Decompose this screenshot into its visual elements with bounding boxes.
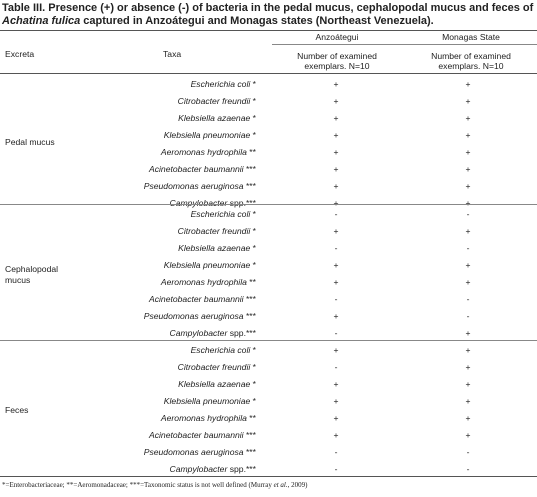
top-rule: [0, 30, 537, 31]
taxon-name: Citrobacter freundii: [177, 96, 251, 106]
monagas-result: +: [465, 79, 471, 89]
anzoategui-result: +: [333, 96, 339, 106]
taxon-suffix: *: [250, 260, 256, 270]
monagas-result: +: [465, 345, 471, 355]
col-header-anzoategui: Anzoátegui: [315, 32, 359, 42]
state-rule: [272, 44, 537, 45]
taxon-name: Escherichia coli: [190, 209, 251, 219]
taxon-name: Pseudomonas aeruginosa: [143, 311, 244, 321]
sub-header-anz-line1: Number of examined: [297, 51, 377, 61]
group-label: Feces: [5, 405, 29, 415]
taxon-suffix: ***: [243, 294, 256, 304]
taxon-name: Campylobacter: [169, 328, 228, 338]
monagas-result: +: [465, 96, 471, 106]
monagas-result: +: [465, 113, 471, 123]
taxon-name: Aeromonas hydrophila: [160, 147, 247, 157]
taxon-name: Acinetobacter baumannii: [148, 430, 244, 440]
group-label: Pedal mucus: [5, 137, 55, 147]
taxon-name: Escherichia coli: [190, 345, 251, 355]
taxon-cell: [73, 362, 256, 373]
anzoategui-result: -: [334, 362, 338, 372]
taxon-name: Escherichia coli: [190, 79, 251, 89]
taxon-name: Pseudomonas aeruginosa: [143, 447, 244, 457]
anzoategui-result: -: [334, 447, 338, 457]
taxon-suffix: **: [246, 147, 256, 157]
monagas-result: +: [465, 226, 471, 236]
taxon-suffix: *: [250, 209, 256, 219]
taxon-suffix: ***: [243, 430, 256, 440]
taxon-suffix: *: [250, 130, 256, 140]
anzoategui-result: -: [334, 464, 338, 474]
monagas-result: +: [465, 362, 471, 372]
taxon-name: Klebsiella azaenae: [178, 243, 251, 253]
sub-header-anz-line2: exemplars. N=10: [304, 61, 370, 71]
monagas-result: -: [466, 294, 470, 304]
monagas-result: -: [466, 464, 470, 474]
taxon-cell: [73, 260, 256, 271]
taxon-cell: [73, 379, 256, 390]
monagas-result: +: [465, 181, 471, 191]
monagas-result: +: [465, 260, 471, 270]
taxon-suffix: *: [250, 396, 256, 406]
caption-line-2: captured in Anzoátegui and Monagas states (Northeast Venezuela).: [80, 15, 434, 27]
anzoategui-result: +: [333, 379, 339, 389]
caption-line-1: Table III. Presence (+) or absence (-) of bacteria in the pedal mucus, cephalopodal mucus and feces of: [2, 2, 534, 14]
group-separator: [0, 340, 537, 341]
taxon-cell: [73, 328, 256, 339]
taxon-suffix: **: [246, 413, 256, 423]
monagas-result: +: [465, 198, 471, 208]
taxon-cell: [73, 413, 256, 424]
monagas-result: -: [466, 209, 470, 219]
monagas-result: +: [465, 379, 471, 389]
group-separator: [0, 204, 537, 205]
group-label: Cephalopodal: [5, 264, 59, 274]
taxon-name: Aeromonas hydrophila: [160, 413, 247, 423]
anzoategui-result: +: [333, 430, 339, 440]
taxon-cell: [73, 164, 256, 175]
taxon-suffix: spp.***: [227, 328, 256, 338]
taxon-suffix: spp.***: [227, 198, 256, 208]
taxon-suffix: *: [250, 379, 256, 389]
taxon-cell: [73, 209, 256, 220]
monagas-result: +: [465, 164, 471, 174]
taxon-cell: [73, 243, 256, 254]
col-header-monagas: Monagas State: [442, 32, 500, 42]
taxon-cell: [73, 396, 256, 407]
anzoategui-result: +: [333, 164, 339, 174]
col-header-taxa: Taxa: [163, 49, 182, 59]
monagas-result: +: [465, 130, 471, 140]
monagas-result: -: [466, 447, 470, 457]
col-header-excreta: Excreta: [5, 49, 35, 59]
taxon-name: Klebsiella pneumoniae: [163, 396, 251, 406]
taxon-name: Campylobacter: [169, 198, 228, 208]
footnote-etal: et al.: [273, 481, 288, 489]
taxon-name: Klebsiella azaenae: [178, 113, 251, 123]
taxon-name: Acinetobacter baumannii: [148, 164, 244, 174]
taxon-suffix: ***: [243, 447, 256, 457]
header-bottom-rule: [0, 73, 537, 74]
taxon-suffix: *: [250, 79, 256, 89]
anzoategui-result: +: [333, 130, 339, 140]
taxon-name: Citrobacter freundii: [177, 226, 251, 236]
anzoategui-result: +: [333, 345, 339, 355]
taxon-suffix: *: [250, 243, 256, 253]
taxon-cell: [73, 181, 256, 192]
footnote-end: , 2009): [287, 481, 308, 489]
monagas-result: +: [465, 413, 471, 423]
footnote-text: *=Enterobacteriaceae; **=Aeromonadaceae; ***=Taxonomic status is not well defined (Murray: [2, 481, 274, 489]
anzoategui-result: +: [333, 79, 339, 89]
taxon-name: Klebsiella pneumoniae: [163, 130, 251, 140]
taxon-cell: [73, 294, 256, 305]
taxon-name: Acinetobacter baumannii: [148, 294, 244, 304]
taxon-suffix: *: [250, 96, 256, 106]
sub-header-mon-line2: exemplars. N=10: [438, 61, 504, 71]
anzoategui-result: +: [333, 226, 339, 236]
table-bottom-rule: [0, 476, 537, 477]
taxon-cell: [73, 96, 256, 107]
taxon-cell: [73, 113, 256, 124]
taxon-suffix: *: [250, 226, 256, 236]
taxon-name: Klebsiella pneumoniae: [163, 260, 251, 270]
taxon-suffix: *: [250, 113, 256, 123]
anzoategui-result: +: [333, 113, 339, 123]
anzoategui-result: +: [333, 277, 339, 287]
monagas-result: -: [466, 243, 470, 253]
taxon-cell: [73, 130, 256, 141]
anzoategui-result: +: [333, 311, 339, 321]
anzoategui-result: +: [333, 198, 339, 208]
anzoategui-result: +: [333, 413, 339, 423]
taxon-suffix: *: [250, 345, 256, 355]
group-label: mucus: [5, 275, 31, 285]
taxon-cell: [73, 345, 256, 356]
taxon-suffix: ***: [243, 181, 256, 191]
taxon-name: Aeromonas hydrophila: [160, 277, 247, 287]
taxon-cell: [73, 430, 256, 441]
taxon-cell: [73, 447, 256, 458]
taxon-name: Citrobacter freundii: [177, 362, 251, 372]
taxon-cell: [73, 464, 256, 475]
taxon-name: Klebsiella azaenae: [178, 379, 251, 389]
anzoategui-result: -: [334, 294, 338, 304]
sub-header-mon-line1: Number of examined: [431, 51, 511, 61]
taxon-suffix: ***: [243, 311, 256, 321]
taxon-suffix: **: [246, 277, 256, 287]
table-caption: [2, 2, 536, 28]
monagas-result: +: [465, 430, 471, 440]
taxon-cell: [73, 311, 256, 322]
anzoategui-result: +: [333, 147, 339, 157]
anzoategui-result: -: [334, 243, 338, 253]
anzoategui-result: +: [333, 260, 339, 270]
taxon-suffix: *: [250, 362, 256, 372]
anzoategui-result: +: [333, 181, 339, 191]
table-footnote: [2, 481, 307, 490]
taxon-name: Pseudomonas aeruginosa: [143, 181, 244, 191]
caption-species: Achatina fulica: [2, 15, 81, 27]
monagas-result: +: [465, 396, 471, 406]
anzoategui-result: +: [333, 396, 339, 406]
taxon-cell: [73, 277, 256, 288]
taxon-name: Campylobacter: [169, 464, 228, 474]
monagas-result: +: [465, 277, 471, 287]
monagas-result: +: [465, 147, 471, 157]
monagas-result: -: [466, 311, 470, 321]
anzoategui-result: -: [334, 328, 338, 338]
taxon-suffix: ***: [243, 164, 256, 174]
taxon-cell: [73, 226, 256, 237]
anzoategui-result: -: [334, 209, 338, 219]
taxon-cell: [73, 147, 256, 158]
taxon-suffix: spp.***: [227, 464, 256, 474]
taxon-cell: [73, 79, 256, 90]
monagas-result: +: [465, 328, 471, 338]
